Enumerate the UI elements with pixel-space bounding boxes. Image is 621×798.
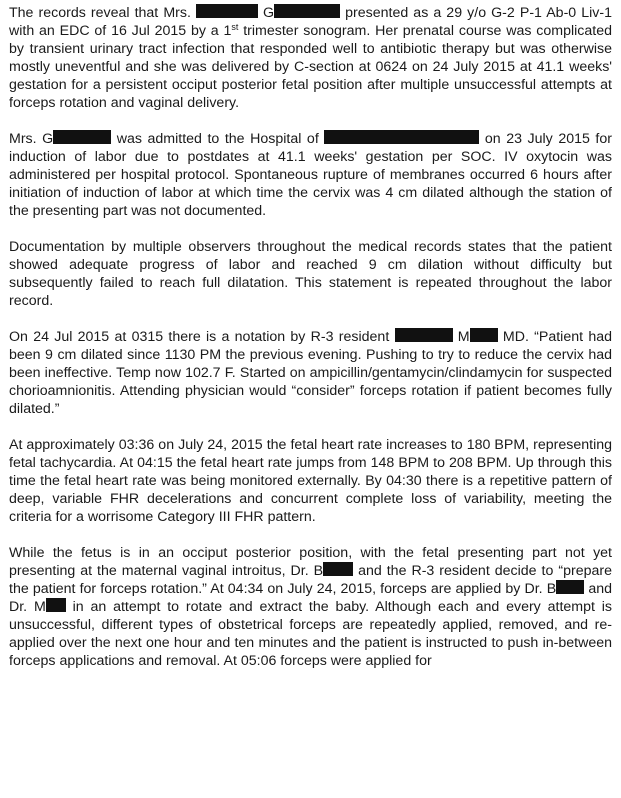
text: At approximately 03:36 on July 24, 2015 the fetal heart rate increases to 180 BPM, representing fetal tachycardia. At 04:15 the fetal heart rate jumps from 148 BPM to 208 BPM. Up through this time the fetal heart rate was being monitored externally. By 04:30 there is a repetitive pattern of deep, variable FHR decelerations and concurrent complete loss of variability, meeting the criteria for a worrisome Category III FHR pattern. xyxy=(9,437,612,525)
text: and the R-3 resident decide to “prepare the patient for forceps rotation.” At 04:34 on July 24, 2015, forceps are applied by Dr. B xyxy=(9,563,612,597)
paragraph-resident-note xyxy=(9,328,612,418)
redaction-block xyxy=(53,130,111,144)
paragraph-admission xyxy=(9,130,612,220)
paragraph-fetal-heart-rate xyxy=(9,436,612,526)
paragraph-forceps xyxy=(9,544,612,670)
redaction-block xyxy=(395,328,453,342)
redaction-block xyxy=(324,130,479,144)
text: and Dr. M xyxy=(9,581,612,615)
text: on 23 July 2015 for induction of labor due to postdates at 41.1 weeks' gestation per SOC. IV oxytocin was administered per hospital protocol. Spontaneous rupture of membranes occurred 6 hours after initiation of induction of labor at which time the cervix was 4 cm dilated although the station of the presenting part was not documented. xyxy=(9,131,612,219)
redaction-block xyxy=(323,562,353,576)
text: presented as a 29 y/o G-2 P-1 Ab-0 Liv-1 with an EDC of 16 Jul 2015 by a 1 xyxy=(9,5,612,39)
text: was admitted to the Hospital of xyxy=(111,131,325,147)
paragraph-progress xyxy=(9,238,612,310)
text: On 24 Jul 2015 at 0315 there is a notation by R-3 resident xyxy=(9,329,395,345)
paragraph-summary xyxy=(9,4,612,112)
redaction-block xyxy=(274,4,340,18)
text: in an attempt to rotate and extract the baby. Although each and every attempt is unsuccessful, different types of obstetrical forceps are repeatedly applied, removed, and re-applied over the next one hour and ten minutes and the patient is instructed to push in-between forceps applications and removal. At 05:06 forceps were applied for xyxy=(9,599,612,669)
text: Mrs. G xyxy=(9,131,54,147)
redaction-block xyxy=(470,328,498,342)
text: G xyxy=(257,5,275,21)
text: trimester sonogram. Her prenatal course was complicated by transient urinary tract infection that responded well to antibiotic therapy but was otherwise mostly uneventful and she was delivered by C-section at 0624 on 24 July 2015 at 41.1 weeks' gestation for a persistent occiput posterior fetal position after multiple unsuccessful attempts at forceps rotation and vaginal delivery. xyxy=(9,23,612,111)
superscript: st xyxy=(231,22,239,32)
redaction-block xyxy=(196,4,258,18)
text: The records reveal that Mrs. xyxy=(9,5,196,21)
text: M xyxy=(452,329,470,345)
text: Documentation by multiple observers throughout the medical records states that the patient showed adequate progress of labor and reached 9 cm dilation without difficulty but subsequently failed to reach full dilatation. This statement is repeated throughout the labor record. xyxy=(9,239,612,309)
text: While the fetus is in an occiput posterior position, with the fetal presenting part not yet presenting at the maternal vaginal introitus, Dr. B xyxy=(9,545,612,579)
text: MD. “Patient had been 9 cm dilated since 1130 PM the previous evening. Pushing to try to reduce the cervix had been ineffective. Temp now 102.7 F. Started on ampicillin/gentamycin/clindamycin for suspected chorioamnionitis. Attending physician would “consider” forceps rotation if patient becomes fully dilated.” xyxy=(9,329,612,417)
redaction-block xyxy=(556,580,584,594)
redaction-block xyxy=(46,598,66,612)
